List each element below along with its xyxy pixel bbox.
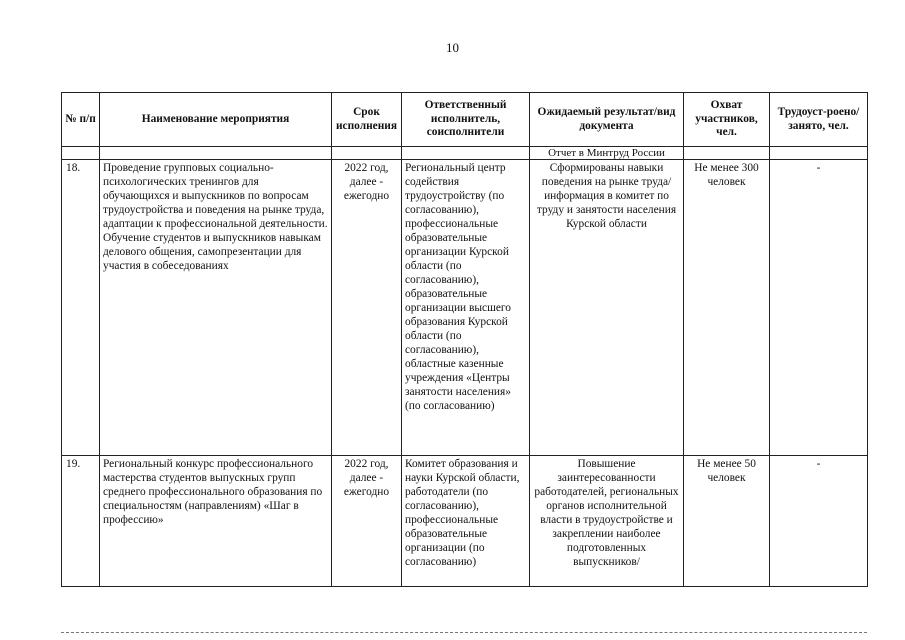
header-responsible: Ответственный исполнитель, соисполнители bbox=[402, 93, 530, 147]
row-coverage: Не менее 50 человек bbox=[684, 456, 770, 587]
row-employed: - bbox=[770, 160, 868, 456]
row-employed: - bbox=[770, 456, 868, 587]
page-bottom-rule bbox=[61, 632, 867, 633]
header-employed: Трудоуст-роено/занято, чел. bbox=[770, 93, 868, 147]
header-name: Наименование мероприятия bbox=[100, 93, 332, 147]
row-coverage: Не менее 300 человек bbox=[684, 160, 770, 456]
row-num: 18. bbox=[62, 160, 100, 456]
continuation-row bbox=[62, 147, 868, 160]
row-term: 2022 год, далее - ежегодно bbox=[332, 160, 402, 456]
header-num: № п/п bbox=[62, 93, 100, 147]
row-term: 2022 год, далее - ежегодно bbox=[332, 456, 402, 587]
row-responsible: Комитет образования и науки Курской области, работодатели (по согласованию), профессиональные образовательные организации (по согласованию) bbox=[402, 456, 530, 587]
table-header-row bbox=[62, 93, 868, 147]
page-number: 10 bbox=[446, 40, 459, 55]
row-num: 19. bbox=[62, 456, 100, 587]
row-result: Повышение заинтересованности работодателей, региональных органов исполнительной власти в трудоустройстве и закреплении наиболее подготовленных выпускников/ bbox=[530, 456, 684, 587]
events-table bbox=[61, 92, 868, 587]
table-row bbox=[62, 160, 868, 456]
row-result: Сформированы навыки поведения на рынке труда/ информация в комитет по труду и занятости населения Курской области bbox=[530, 160, 684, 456]
row-name: Региональный конкурс профессионального мастерства студентов выпускных групп среднего профессионального образования по специальностям (направлениям) «Шаг в профессию» bbox=[100, 456, 332, 587]
continuation-result: Отчет в Минтруд России bbox=[530, 147, 684, 160]
table-row bbox=[62, 456, 868, 587]
header-coverage: Охват участников, чел. bbox=[684, 93, 770, 147]
row-responsible: Региональный центр содействия трудоустройству (по согласованию), профессиональные образовательные организации Курской области (по согласованию), образовательные организации высшего образования Курской области (по согласованию), областные казенные учреждения «Центры занятости населения» (по согласованию) bbox=[402, 160, 530, 456]
row-name: Проведение групповых социально-психологических тренингов для обучающихся и выпускников по вопросам трудоустройства и поведения на рынке труда, адаптации к профессиональной деятельности. Обучение студентов и выпускников навыкам делового общения, самопрезентации для участия в собеседованиях bbox=[100, 160, 332, 456]
header-result: Ожидаемый результат/вид документа bbox=[530, 93, 684, 147]
header-term: Срок исполнения bbox=[332, 93, 402, 147]
